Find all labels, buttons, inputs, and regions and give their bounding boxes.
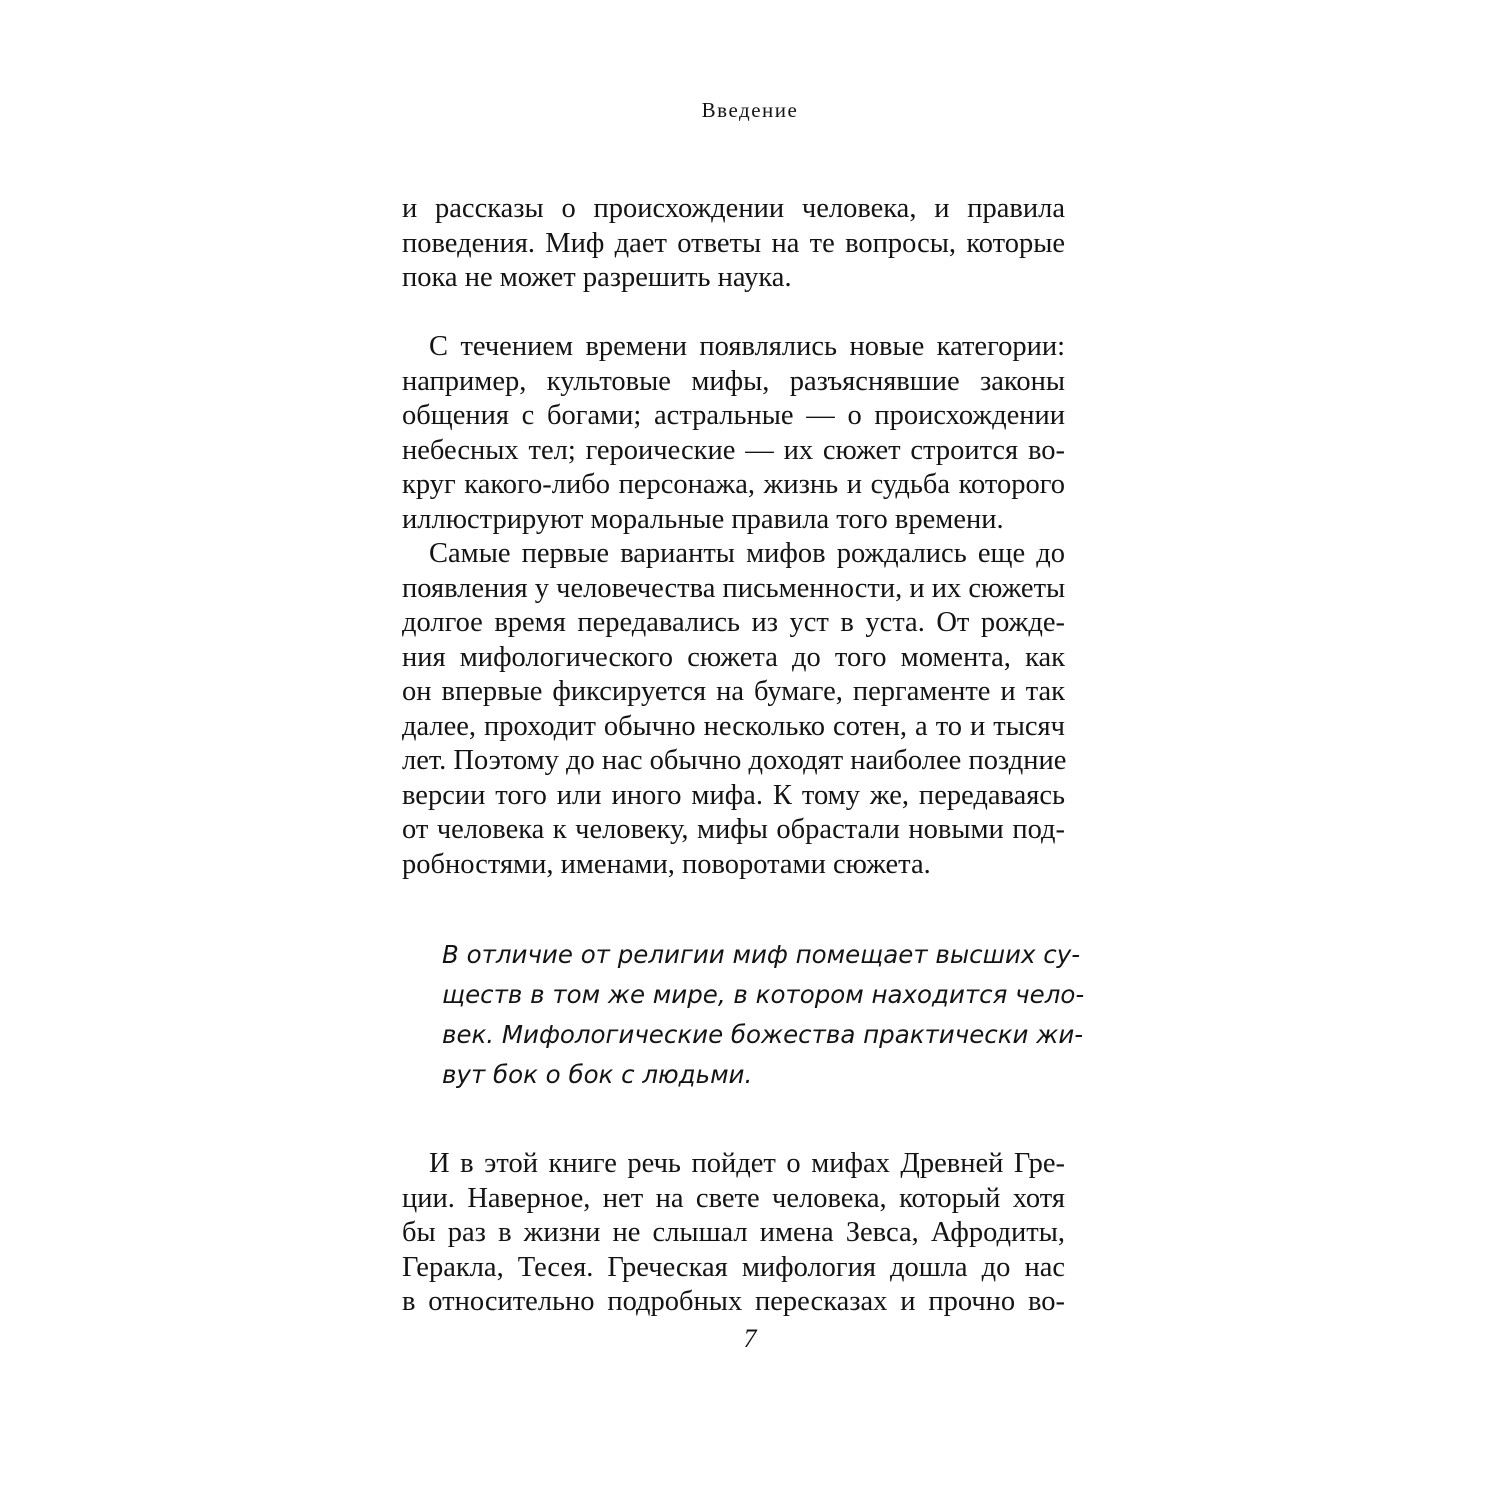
text-line: ции. Наверное, нет на свете человека, который хотя <box>402 1182 1065 1214</box>
text-line: небесных тел; героические — их сюжет строится во- <box>402 434 1065 466</box>
running-header: Введение <box>701 98 799 122</box>
callout-line: вут бок о бок с людьми. <box>442 1060 753 1089</box>
text-line: поведения. Миф дает ответы на те вопросы, которые <box>402 227 1065 259</box>
text-line: и рассказы о происхождении человека, и правила <box>402 193 1065 224</box>
text-line: Геракла, Тесея. Греческая мифология дошла до нас <box>402 1251 1065 1283</box>
callout-line: В отличие от религии миф помещает высших су- <box>442 940 1081 969</box>
text-line: пока не может разрешить наука. <box>402 262 792 293</box>
paragraph-4 <box>402 1147 1065 1320</box>
text-line: далее, проходит обычно несколько сотен, а то и тысяч <box>402 710 1065 742</box>
callout-quote <box>442 935 1085 1095</box>
text-line: И в этой книге речь пойдет о мифах Древней Гре- <box>429 1148 1065 1179</box>
text-line: иллюстрируют моральные правила того времени. <box>402 503 1004 535</box>
text-line: робностями, именами, поворотами сюжета. <box>402 848 931 880</box>
text-line: бы раз в жизни не слышал имена Зевса, Афродиты, <box>402 1217 1065 1248</box>
page-number: 7 <box>743 1324 757 1353</box>
paragraph-3 <box>402 537 1065 882</box>
text-line: появления у человечества письменности, и их сюжеты <box>402 572 1066 604</box>
callout-line: ществ в том же мире, в котором находится чело- <box>442 980 1085 1009</box>
text-line: Самые первые варианты мифов рождались еще до <box>429 538 1065 569</box>
paragraph-1 <box>402 192 1065 296</box>
text-line: лет. Поэтому до нас обычно доходят наиболее поздние <box>402 745 1067 776</box>
text-line: долгое время передавались из уст в уста. От рожде- <box>402 607 1065 638</box>
text-line: ния мифологического сюжета до того момента, как <box>402 641 1065 673</box>
text-line: от человека к человеку, мифы обрастали новыми под- <box>402 814 1065 845</box>
text-line: например, культовые мифы, разъяснявшие законы <box>402 365 1065 397</box>
text-line: версии того или иного мифа. К тому же, передаваясь <box>402 779 1065 811</box>
callout-line: век. Мифологические божества практически жи- <box>442 1020 1084 1049</box>
paragraph-2 <box>402 330 1065 537</box>
text-line: круг какого-либо персонажа, жизнь и судьба которого <box>402 469 1065 500</box>
text-line: общения с богами; астральные — о происхождении <box>402 400 1065 431</box>
text-line: в относительно подробных пересказах и прочно во- <box>402 1286 1065 1317</box>
text-line: он впервые фиксируется на бумаге, пергаменте и так <box>402 676 1065 707</box>
text-line: С течением времени появлялись новые категории: <box>429 331 1065 362</box>
